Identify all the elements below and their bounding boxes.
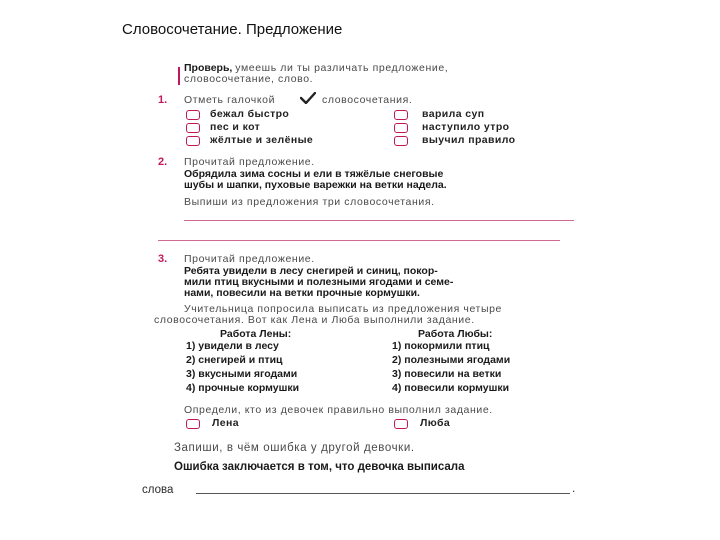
task2-number: 2. xyxy=(158,156,168,168)
intro-text-1: умеешь ли ты различать предложение, xyxy=(235,62,449,74)
task1-prompt-before: Отметь галочкой xyxy=(184,94,276,106)
task3-number: 3. xyxy=(158,253,168,265)
luba-item: 3) повесили на ветки xyxy=(392,368,502,380)
task3-sentence-line-1: Ребята увидели в лесу снегирей и синиц, покор- xyxy=(184,265,438,277)
task3-prompt: Прочитай предложение. xyxy=(184,253,315,265)
task3-sentence-line-3: нами, повесили на ветки прочные кормушки. xyxy=(184,287,420,299)
choice-luba-label: Люба xyxy=(420,417,451,429)
task3-teacher-line-2: словосочетания. Вот как Лена и Люба выполнили задание. xyxy=(154,314,475,326)
checkbox-bezhal-bystro[interactable] xyxy=(186,110,200,120)
answer-line[interactable] xyxy=(196,493,570,494)
intro-bold-word: Проверь, xyxy=(184,62,233,74)
task1-number: 1. xyxy=(158,94,168,106)
luba-item: 4) повесили кормушки xyxy=(392,382,510,394)
option-varila-sup: варила суп xyxy=(422,108,485,120)
answer-line[interactable] xyxy=(184,220,574,221)
lena-item: 4) прочные кормушки xyxy=(186,382,300,394)
option-pes-i-kot: пес и кот xyxy=(210,121,261,133)
end-dot: . xyxy=(572,483,576,495)
checkbox-varila-sup[interactable] xyxy=(394,110,408,120)
lena-work-header: Работа Лены: xyxy=(220,328,292,340)
intro-line-2: словосочетание, слово. xyxy=(184,73,314,85)
option-bezhal-bystro: бежал быстро xyxy=(210,108,290,120)
lena-item: 3) вкусными ягодами xyxy=(186,368,298,380)
lena-item: 1) увидели в лесу xyxy=(186,340,279,352)
checkmark-icon xyxy=(300,92,316,104)
task3-sentence-line-2: мили птиц вкусными и полезными ягодами и семе- xyxy=(184,276,454,288)
lena-item: 2) снегирей и птиц xyxy=(186,354,283,366)
option-zheltye-i-zelenye: жёлтые и зелёные xyxy=(210,134,314,146)
checkbox-nastupilo-utro[interactable] xyxy=(394,123,408,133)
task3-error-line: Ошибка заключается в том, что девочка выписала xyxy=(174,461,465,473)
checkbox-pes-i-kot[interactable] xyxy=(186,123,200,133)
task3-write-prompt: Запиши, в чём ошибка у другой девочки. xyxy=(174,442,415,454)
checkbox-zheltye-i-zelenye[interactable] xyxy=(186,136,200,146)
words-label: слова xyxy=(142,484,174,496)
task2-instruction: Выпиши из предложения три словосочетания. xyxy=(184,196,435,208)
checkbox-lena[interactable] xyxy=(186,419,200,429)
option-nastupilo-utro: наступило утро xyxy=(422,121,510,133)
checkbox-vyuchil-pravilo[interactable] xyxy=(394,136,408,146)
intro-accent-bar xyxy=(178,67,180,85)
luba-work-header: Работа Любы: xyxy=(418,328,493,340)
task2-prompt: Прочитай предложение. xyxy=(184,156,315,168)
task1-prompt-after: словосочетания. xyxy=(322,94,413,106)
slide-title: Словосочетание. Предложение xyxy=(122,21,343,38)
workbook-page xyxy=(140,58,580,498)
option-vyuchil-pravilo: выучил правило xyxy=(422,134,516,146)
answer-line[interactable] xyxy=(158,240,560,241)
task2-sentence-line-1: Обрядила зима сосны и ели в тяжёлые снеговые xyxy=(184,168,444,180)
luba-item: 1) покормили птиц xyxy=(392,340,490,352)
task3-determine: Определи, кто из девочек правильно выполнил задание. xyxy=(184,404,493,416)
task2-sentence-line-2: шубы и шапки, пуховые варежки на ветки надела. xyxy=(184,179,447,191)
checkbox-luba[interactable] xyxy=(394,419,408,429)
luba-item: 2) полезными ягодами xyxy=(392,354,511,366)
task3-teacher-line-1: Учительница попросила выписать из предложения четыре xyxy=(184,303,502,315)
choice-lena-label: Лена xyxy=(212,417,239,429)
